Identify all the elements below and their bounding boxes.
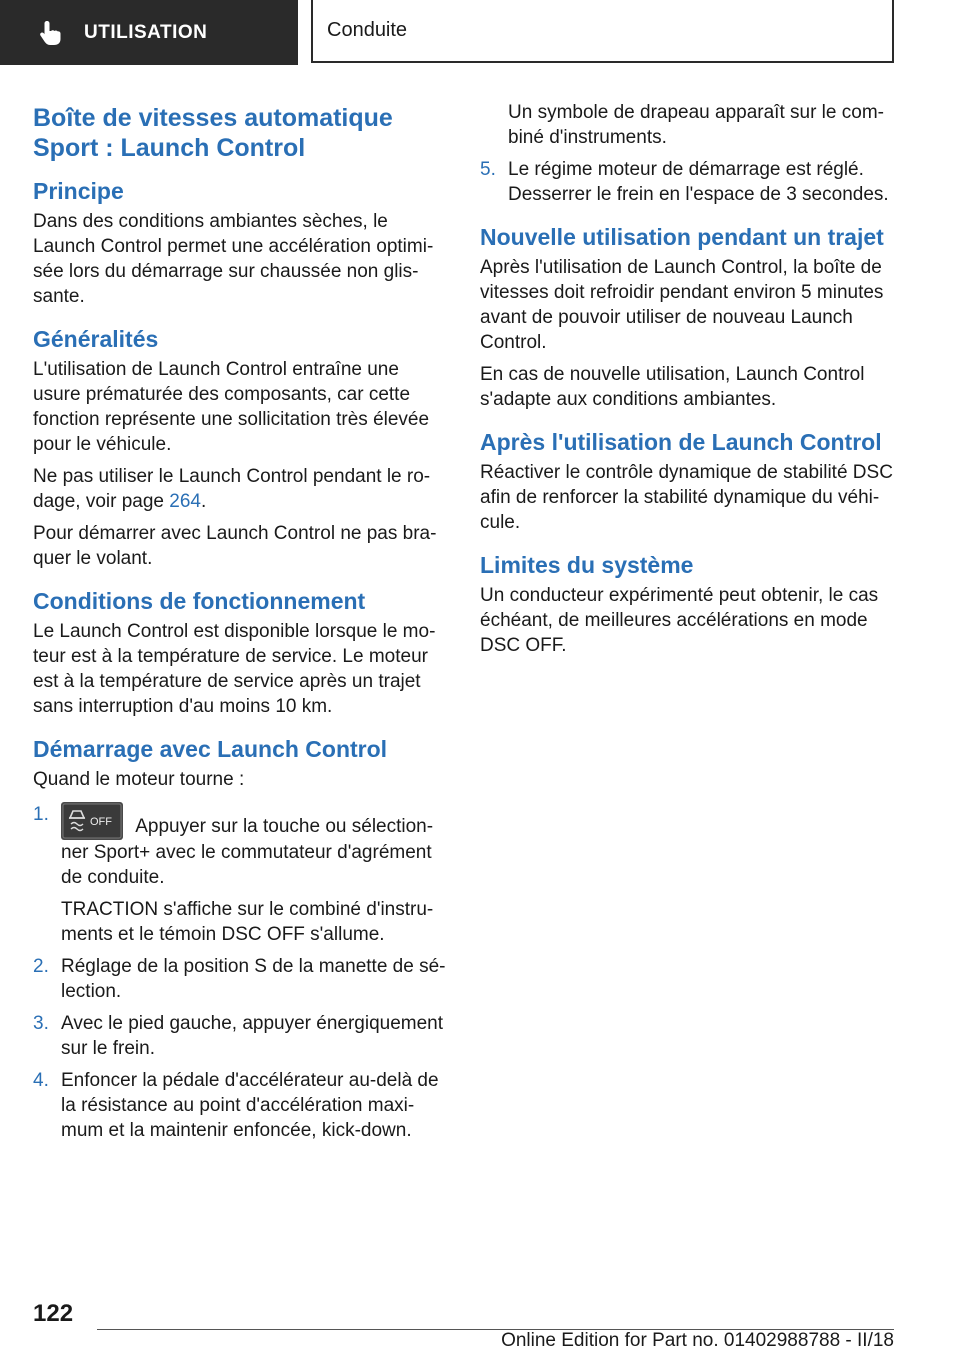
dsc-off-button-icon xyxy=(61,802,123,840)
heading-limites: Limites du système xyxy=(480,552,694,578)
step-number: 1. xyxy=(33,804,49,825)
step-number: 4. xyxy=(33,1070,49,1091)
list-item xyxy=(33,1011,447,1061)
heading-conditions: Conditions de fonctionnement xyxy=(33,588,366,614)
header-section-tab xyxy=(0,0,298,65)
page-reference-link[interactable]: 264 xyxy=(169,491,201,512)
list-item xyxy=(33,954,447,1004)
list-item xyxy=(33,1068,447,1143)
list-item xyxy=(480,157,898,207)
hand-pointer-icon xyxy=(36,18,66,48)
conditions-text: Le Launch Control est disponible lorsque le moteur est à la température de service. Le moteur est à la température de service après un trajet sans interruption d'au moins 10 km. xyxy=(33,621,436,717)
page-title: Boîte de vitesses automatique Sport : Launch Control xyxy=(33,104,393,162)
generalites-p3: Pour démarrer avec Launch Control ne pas braquer le volant. xyxy=(33,523,437,569)
principe-text: Dans des conditions ambiantes sèches, le Launch Control permet une accélération optimisée lors du démarrage sur chaussée non glissante. xyxy=(33,211,434,307)
demarrage-intro: Quand le moteur tourne : xyxy=(33,769,245,790)
step-text: Le régime moteur de démarrage est réglé. Desserrer le frein en l'espace de 3 secondes. xyxy=(508,159,889,205)
left-column xyxy=(33,100,447,1150)
header-chapter-label: Conduite xyxy=(327,19,408,41)
footer-edition: Online Edition for Part no. 01402988788 - II/18 xyxy=(501,1330,894,1351)
step-text: Appuyer sur la touche ou sélectionner Sport+ avec le commutateur d'agrément de conduite. xyxy=(61,816,434,888)
steps-list-continued xyxy=(480,157,898,207)
nouvelle-p1: Après l'utilisation de Launch Control, la boîte de vitesses doit refroidir pendant environ 5 minutes avant de pouvoir utiliser de nouveau Launch Control. xyxy=(480,257,884,353)
step-1-note: TRACTION s'affiche sur le combiné d'instruments et le témoin DSC OFF s'allume. xyxy=(61,899,434,945)
step-number: 3. xyxy=(33,1013,49,1034)
step-4-note: Un symbole de drapeau apparaît sur le combiné d'instruments. xyxy=(508,102,884,148)
limites-text: Un conducteur expérimenté peut obtenir, le cas échéant, de meilleures accélérations en mode DSC OFF. xyxy=(480,585,879,656)
header-section-label: UTILISATION xyxy=(84,21,208,43)
page-number: 122 xyxy=(33,1300,74,1327)
step-number: 5. xyxy=(480,159,496,180)
heading-generalites: Généralités xyxy=(33,326,159,352)
key-off-label: OFF xyxy=(90,816,112,828)
apres-text: Réactiver le contrôle dynamique de stabilité DSC afin de renforcer la stabilité dynamique du véhicule. xyxy=(480,462,893,533)
generalites-p2-end: . xyxy=(200,491,207,512)
generalites-p2-text: Ne pas utiliser le Launch Control pendant le rodage, voir page xyxy=(33,466,431,512)
step-number: 2. xyxy=(33,956,49,977)
header-chapter-box xyxy=(311,0,894,63)
nouvelle-p2: En cas de nouvelle utilisation, Launch Control s'adapte aux conditions ambiantes. xyxy=(480,364,865,410)
step-text: Avec le pied gauche, appuyer énergiquement sur le frein. xyxy=(61,1013,444,1059)
step-text: Enfoncer la pédale d'accélérateur au-delà de la résistance au point d'accélération maximum et la maintenir enfoncée, kick-down. xyxy=(61,1070,439,1141)
step-text: Réglage de la position S de la manette de sélection. xyxy=(61,956,446,1002)
generalites-p1: L'utilisation de Launch Control entraîne une usure prématurée des composants, car cette fonction représente une sollicitation très élevée pour le véhicule. xyxy=(33,359,430,455)
heading-apres-utilisation: Après l'utilisation de Launch Control xyxy=(480,429,882,455)
heading-principe: Principe xyxy=(33,178,124,204)
right-column xyxy=(480,100,898,665)
steps-list xyxy=(33,802,447,1143)
heading-nouvelle-utilisation: Nouvelle utilisation pendant un trajet xyxy=(480,224,884,250)
heading-demarrage: Démarrage avec Launch Control xyxy=(33,736,388,762)
generalites-p2 xyxy=(33,464,447,514)
list-item xyxy=(33,802,447,890)
